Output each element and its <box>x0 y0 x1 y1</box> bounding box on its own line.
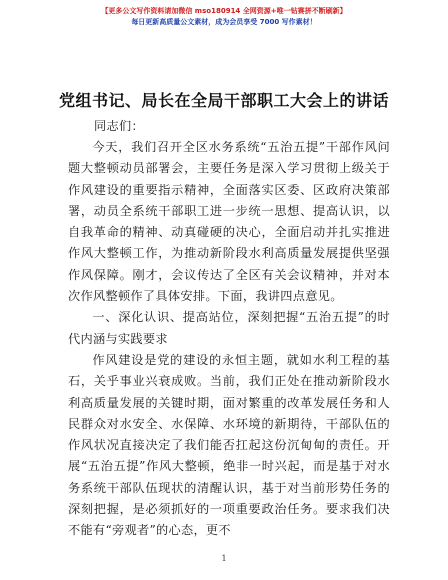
promo-banner <box>0 6 448 28</box>
page-number: 1 <box>221 554 227 563</box>
paragraph-intro: 今天，我们召开全区水务系统“五治五提”干部作风问题大整顿动员部署会，主要任务是深入学习贯彻上级关于作风建设的重要指示精神，全面落实区委、区政府决策部署，动员全系统干部职工进一步统一思想、提高认识，以自我革命的精神、动真碰硬的决心，全面启动并扎实推进作风大整顿工作，为推动新阶段水利高质量发展提供坚强作风保障。刚才，会议传达了全区有关会议精神，并对本次作风整顿作了具体安排。下面，我讲四点意见。 <box>68 140 390 304</box>
document-body <box>68 137 390 542</box>
salutation: 同志们： <box>94 119 144 133</box>
paragraph-section-1: 作风建设是党的建设的永恒主题，就如水利工程的基石，关乎事业兴衰成败。当前，我们正处在推动新阶段水利高质量发展的关键时期，面对繁重的改革发展任务和人民群众对水安全、水保障、水环境的新期待，干部队伍的作风状况直接决定了我们能否扛起这份沉甸甸的责任。开展“五治五提”作风大整顿，绝非一时兴起，而是基于对水务系统干部队伍现状的清醒认识，基于对当前形势任务的深刻把握，是必须抓好的一项重要政治任务。要求我们决不能有“旁观者”的心态，更不 <box>68 352 390 538</box>
document-title: 党组书记、局长在全局干部职工大会上的讲话 <box>58 91 389 110</box>
promo-banner-line-2: 每日更新高质量公文素材，成为会员享受 7000 写作素材！ <box>131 18 317 26</box>
section-heading-1: 一、深化认识、提高站位，深刻把握“五治五提”的时代内涵与实践要求 <box>68 310 390 346</box>
promo-banner-line-1: 【更多公文写作资料请加微信 mso180914 全网资源+唯一钻赛拼不断刷新】 <box>101 7 347 15</box>
